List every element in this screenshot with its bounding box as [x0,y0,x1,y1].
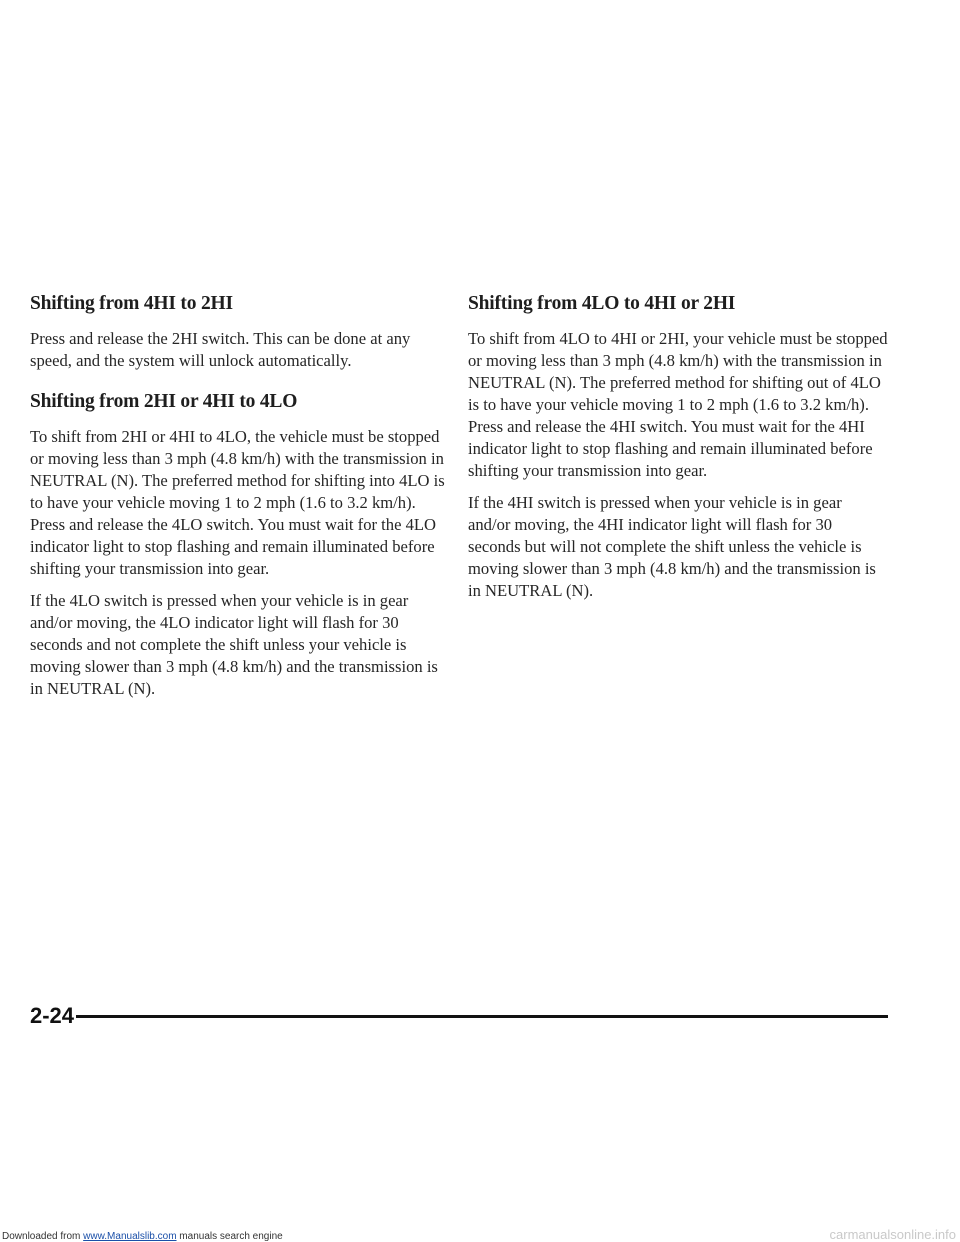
paragraph-2hi-4hi-to-4lo-1: To shift from 2HI or 4HI to 4LO, the vehicle must be stopped or moving less than 3 mph (4.8 km/h) with the transmission in NEUTRAL (N). The preferred method for shifting into 4LO is to have your vehicle moving 1 to 2 mph (1.6 to 3.2 km/h). Press and release the 4LO switch. You must wait for the 4LO indicator light to stop flashing and remain illuminated before shifting your transmission into gear. [30,427,445,578]
heading-2hi-4hi-to-4lo: Shifting from 2HI or 4HI to 4LO [30,391,298,412]
heading-4lo-to-4hi-2hi: Shifting from 4LO to 4HI or 2HI [468,293,736,314]
download-prefix: Downloaded from [2,1231,84,1242]
paragraph-2hi-4hi-to-4lo-2: If the 4LO switch is pressed when your vehicle is in gear and/or moving, the 4LO indicator light will flash for 30 seconds and not complete the shift unless your vehicle is moving slower than 3 mph (4.8 km/h) and the transmission is in NEUTRAL (N). [30,591,438,698]
paragraph-4lo-to-4hi-2hi-1: To shift from 4LO to 4HI or 2HI, your vehicle must be stopped or moving less than 3 mph (4.8 km/h) with the transmission in NEUTRAL (N). The preferred method for shifting out of 4LO is to have your vehicle moving 1 to 2 mph (1.6 to 3.2 km/h). Press and release the 4HI switch. You must wait for the 4HI indicator light to stop flashing and remain illuminated before shifting your transmission into gear. [468,329,888,480]
paragraph-4hi-to-2hi: Press and release the 2HI switch. This can be done at any speed, and the system will unlock automatically. [30,329,411,370]
paragraph-4lo-to-4hi-2hi-2: If the 4HI switch is pressed when your vehicle is in gear and/or moving, the 4HI indicator light will flash for 30 seconds but will not complete the shift unless the vehicle is moving slower than 3 mph (4.8 km/h) and the transmission is in NEUTRAL (N). [468,493,876,600]
download-suffix: manuals search engine [176,1231,283,1242]
right-column [468,292,888,612]
heading-4hi-to-2hi: Shifting from 4HI to 2HI [30,293,233,314]
footer-rule [76,1015,888,1018]
download-attribution [2,1231,283,1242]
manualslib-link[interactable]: www.Manualslib.com [83,1231,177,1242]
left-column [30,292,445,710]
watermark-text: carmanualsonline.info [829,1227,956,1242]
page-number: 2-24 [30,1003,75,1028]
